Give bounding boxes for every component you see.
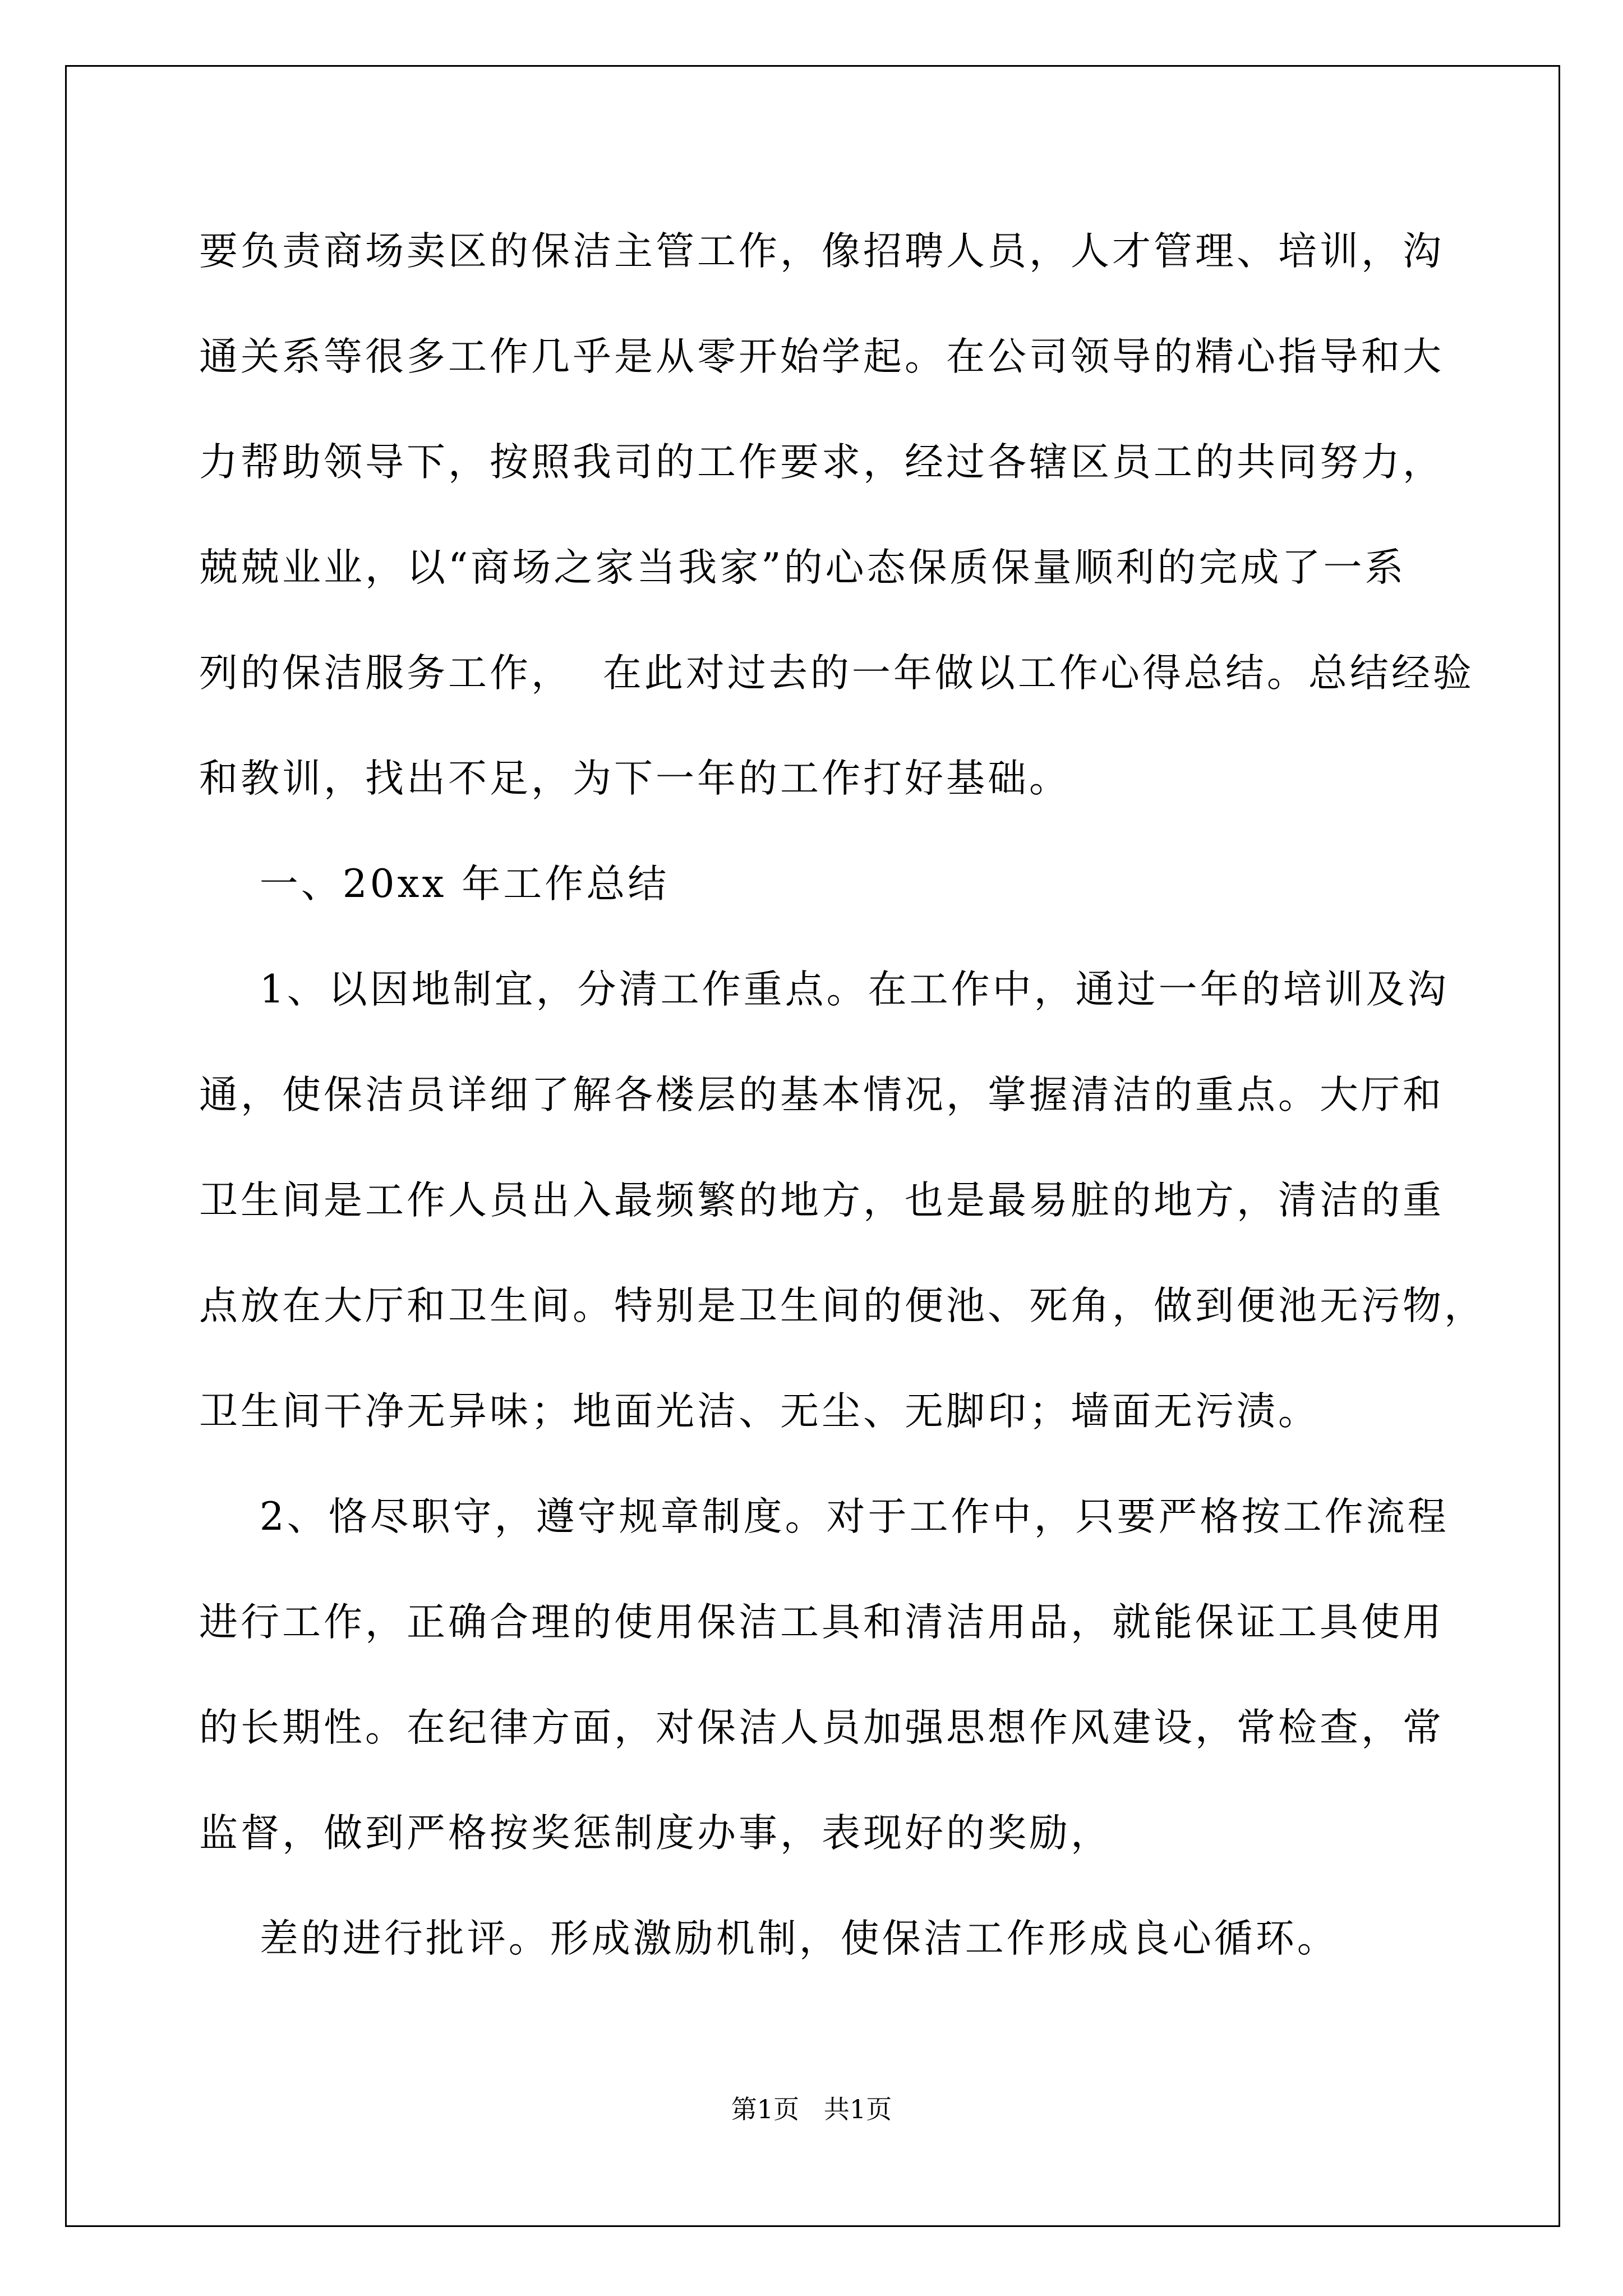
body-line-13: 2、恪尽职守，遵守规章制度。对于工作中，只要严格按工作流程 — [199, 1494, 1449, 1539]
page-footer: 第1页 共1页 — [731, 2094, 892, 2124]
body-line-2: 通关系等很多工作几乎是从零开始学起。在公司领导的精心指导和大 — [199, 334, 1444, 379]
body-line-1: 要负责商场卖区的保洁主管工作，像招聘人员，人才管理、培训，沟 — [199, 229, 1444, 274]
section-heading: 一、20xx 年工作总结 — [199, 862, 670, 907]
body-line-5: 列的保洁服务工作， 在此对过去的一年做以工作心得总结。总结经验 — [199, 651, 1474, 696]
body-line-12: 卫生间干净无异味；地面光洁、无尘、无脚印；墙面无污渍。 — [199, 1389, 1320, 1434]
body-line-6: 和教训，找出不足，为下一年的工作打好基础。 — [199, 756, 1071, 801]
body-line-9: 通，使保洁员详细了解各楼层的基本情况，掌握清洁的重点。大厅和 — [199, 1073, 1444, 1117]
body-line-3: 力帮助领导下，按照我司的工作要求，经过各辖区员工的共同努力， — [199, 440, 1444, 485]
body-line-10: 卫生间是工作人员出入最频繁的地方，也是最易脏的地方，清洁的重 — [199, 1178, 1444, 1223]
body-line-16: 监督，做到严格按奖惩制度办事，表现好的奖励， — [199, 1811, 1112, 1856]
body-line-11: 点放在大厅和卫生间。特别是卫生间的便池、死角，做到便池无污物， — [199, 1283, 1486, 1328]
page-border — [65, 65, 1560, 2227]
body-line-8: 1、以因地制宜，分清工作重点。在工作中，通过一年的培训及沟 — [199, 967, 1449, 1012]
body-line-15: 的长期性。在纪律方面，对保洁人员加强思想作风建设，常检查，常 — [199, 1705, 1444, 1750]
body-line-14: 进行工作，正确合理的使用保洁工具和清洁用品，就能保证工具使用 — [199, 1600, 1444, 1645]
body-line-17: 差的进行批评。形成激励机制，使保洁工作形成良心循环。 — [199, 1916, 1339, 1961]
body-line-4: 兢兢业业，以“商场之家当我家”的心态保质保量顺利的完成了一系 — [199, 545, 1407, 590]
